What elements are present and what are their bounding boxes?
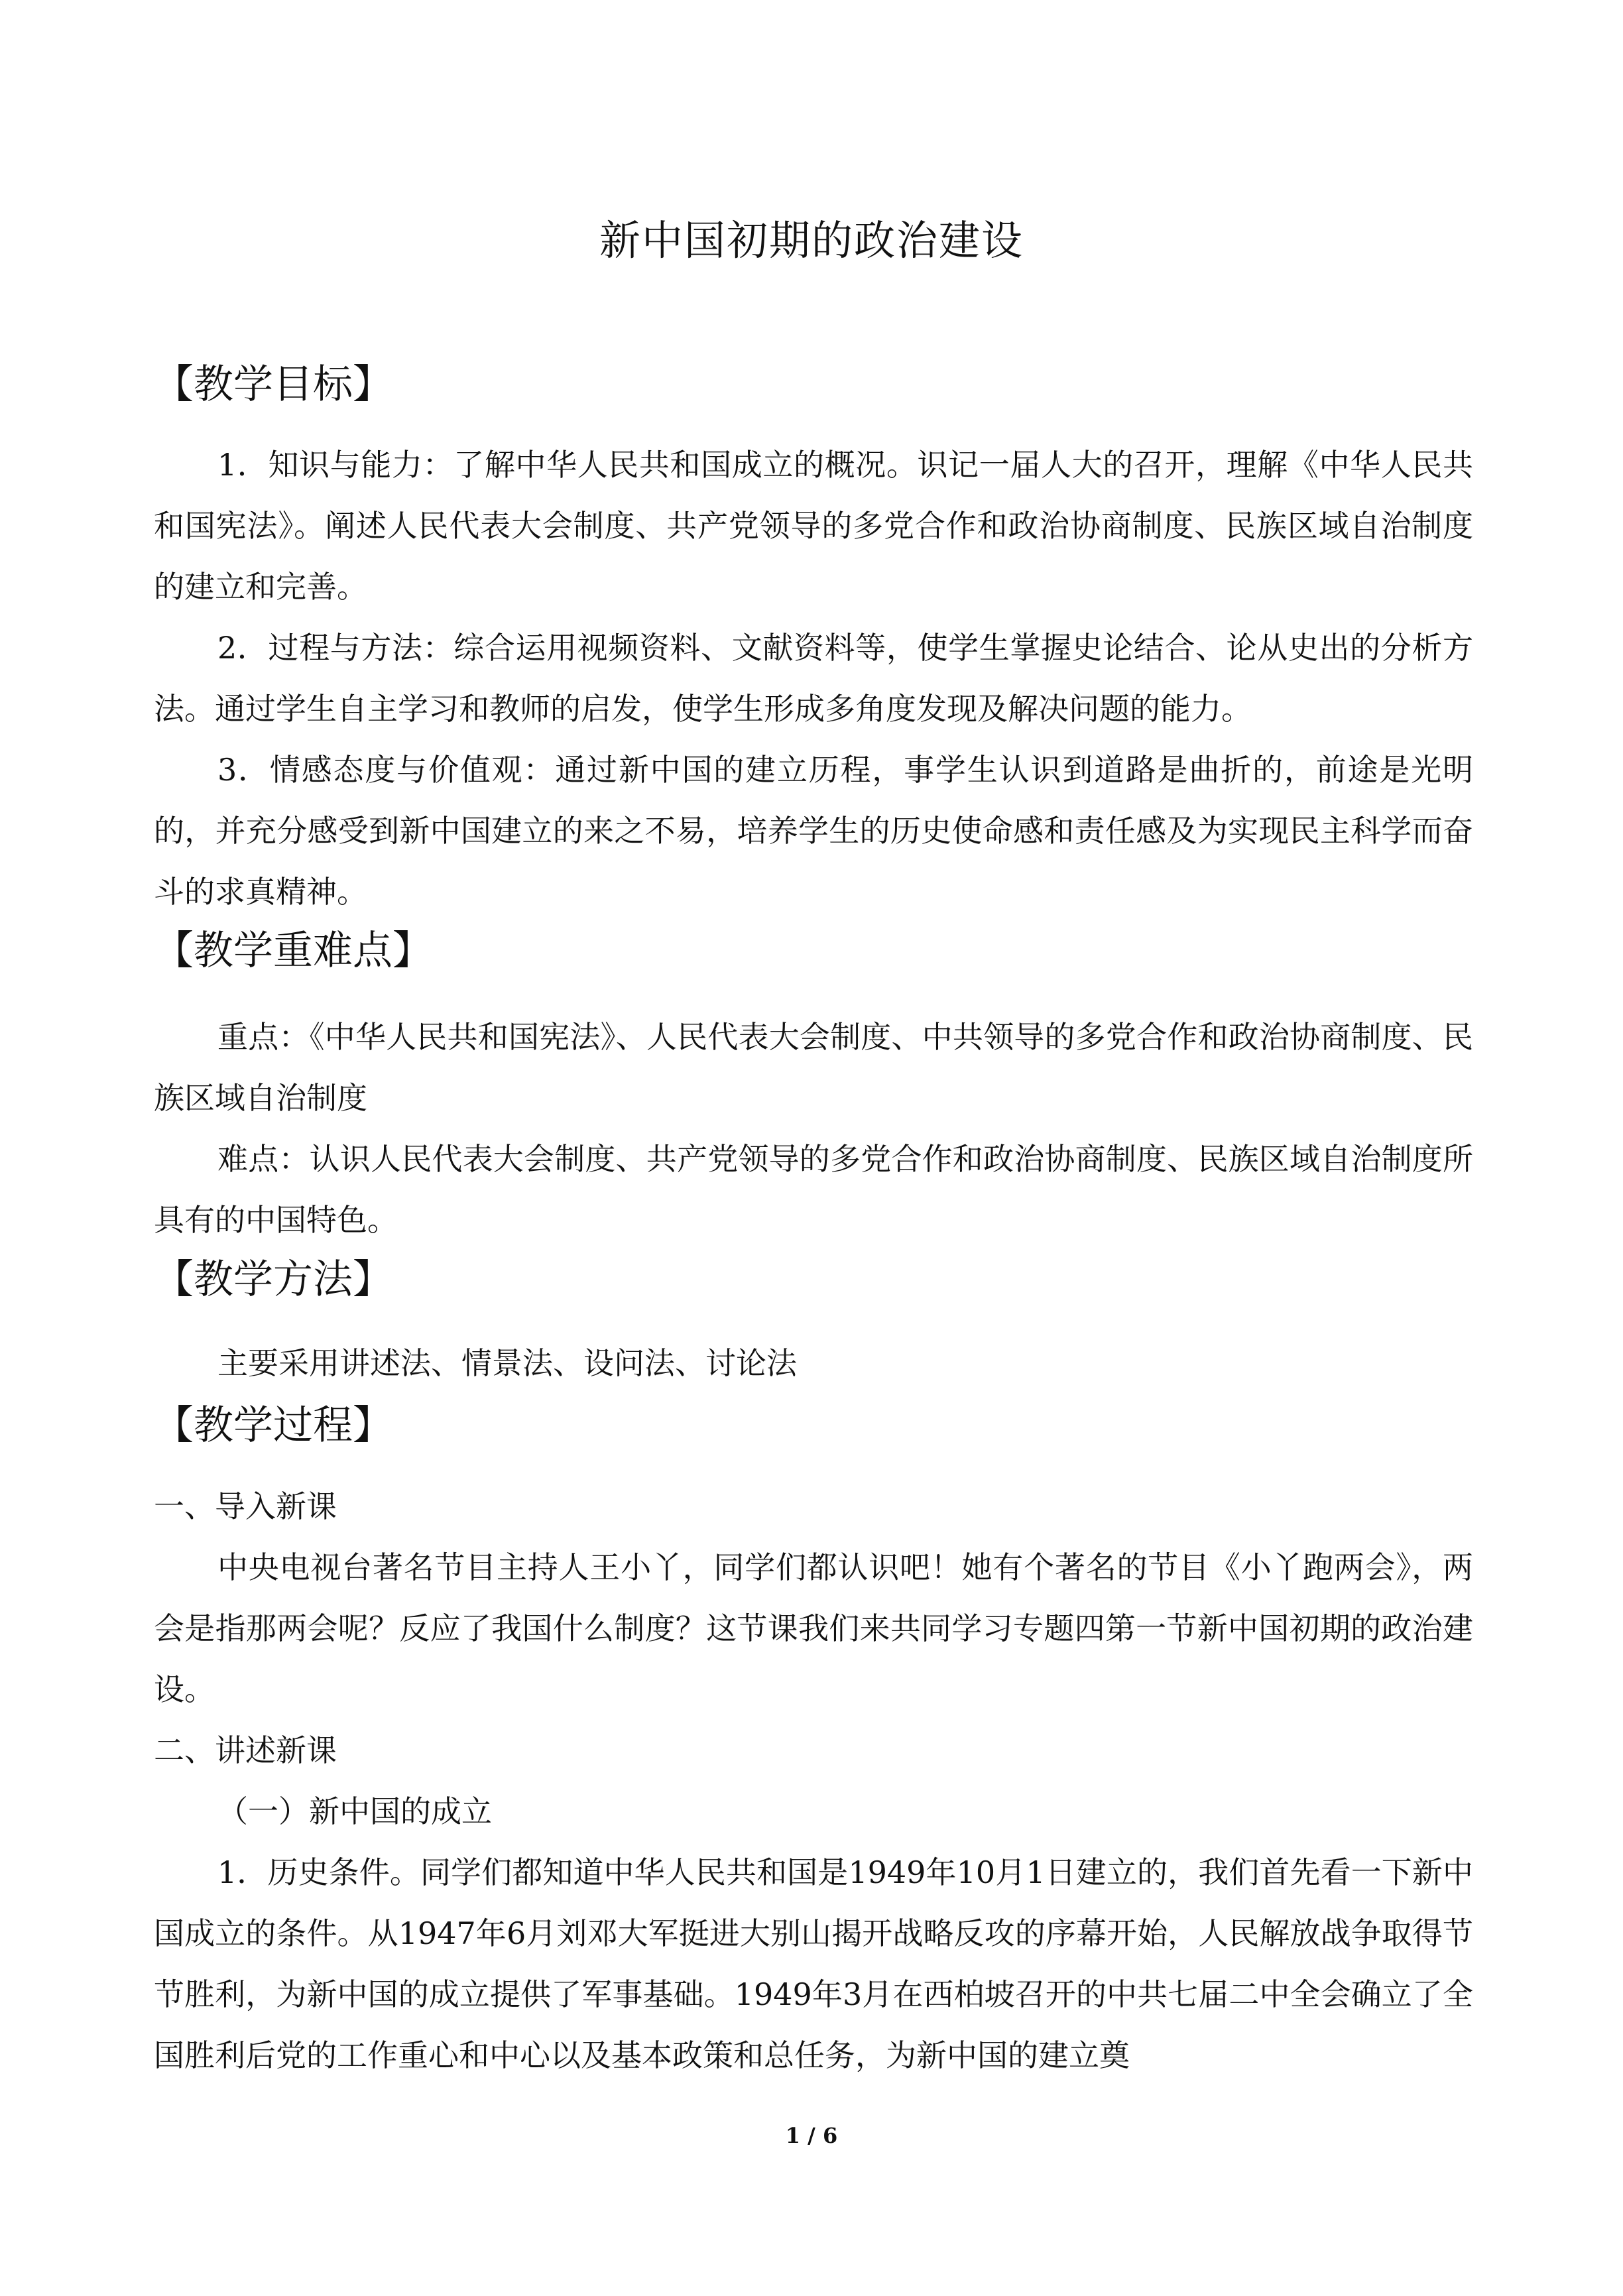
- objective-item-3: 3．情感态度与价值观：通过新中国的建立历程，事学生认识到道路是曲折的，前途是光明的，并充分感受到新中国建立的来之不易，培养学生的历史使命感和责任感及为实现民主科学而奋斗的求真精神。: [154, 752, 1473, 910]
- objective-item-2: 2．过程与方法：综合运用视频资料、文献资料等，使学生掌握史论结合、论从史出的分析方法。通过学生自主学习和教师的启发，使学生形成多角度发现及解决问题的能力。: [154, 630, 1473, 727]
- key-point-focus: 重点：《中华人民共和国宪法》、人民代表大会制度、中共领导的多党合作和政治协商制度、民族区域自治制度: [154, 1019, 1473, 1116]
- page-number: 1 / 6: [785, 2123, 838, 2148]
- subsection-label: （一）新中国的成立: [217, 1793, 492, 1829]
- intro-text: 中央电视台著名节目主持人王小丫，同学们都认识吧！她有个著名的节目《小丫跑两会》，两会是指那两会呢？反应了我国什么制度？这节课我们来共同学习专题四第一节新中国初期的政治建设。: [154, 1549, 1473, 1707]
- history-text: 1．历史条件。同学们都知道中华人民共和国是1949年10月1日建立的，我们首先看一下新中国成立的条件。从1947年6月刘邓大军挺进大别山揭开战略反攻的序幕开始，人民解放战争取得节节胜利，为新中国的成立提供了军事基础。1949年3月在西柏坡召开的中共七届二中全会确立了全国胜利后党的工作重心和中心以及基本政策和总任务，为新中国的建立奠: [154, 1854, 1473, 2073]
- methods-text: 主要采用讲述法、情景法、设问法、讨论法: [217, 1345, 797, 1381]
- heading-process: 【教学过程】: [154, 1402, 392, 1449]
- objective-item-1: 1．知识与能力：了解中华人民共和国成立的概况。识记一届人大的召开，理解《中华人民共和国宪法》。阐述人民代表大会制度、共产党领导的多党合作和政治协商制度、民族区域自治制度的建立和完善。: [154, 447, 1473, 605]
- heading-objectives: 【教学目标】: [154, 361, 392, 408]
- heading-methods: 【教学方法】: [154, 1256, 392, 1303]
- key-point-difficulty: 难点：认识人民代表大会制度、共产党领导的多党合作和政治协商制度、民族区域自治制度所具有的中国特色。: [154, 1141, 1473, 1238]
- document-title: 新中国初期的政治建设: [599, 216, 1024, 265]
- intro-label: 一、导入新课: [154, 1488, 337, 1524]
- lecture-label: 二、讲述新课: [154, 1732, 337, 1768]
- heading-key-points: 【教学重难点】: [154, 928, 432, 974]
